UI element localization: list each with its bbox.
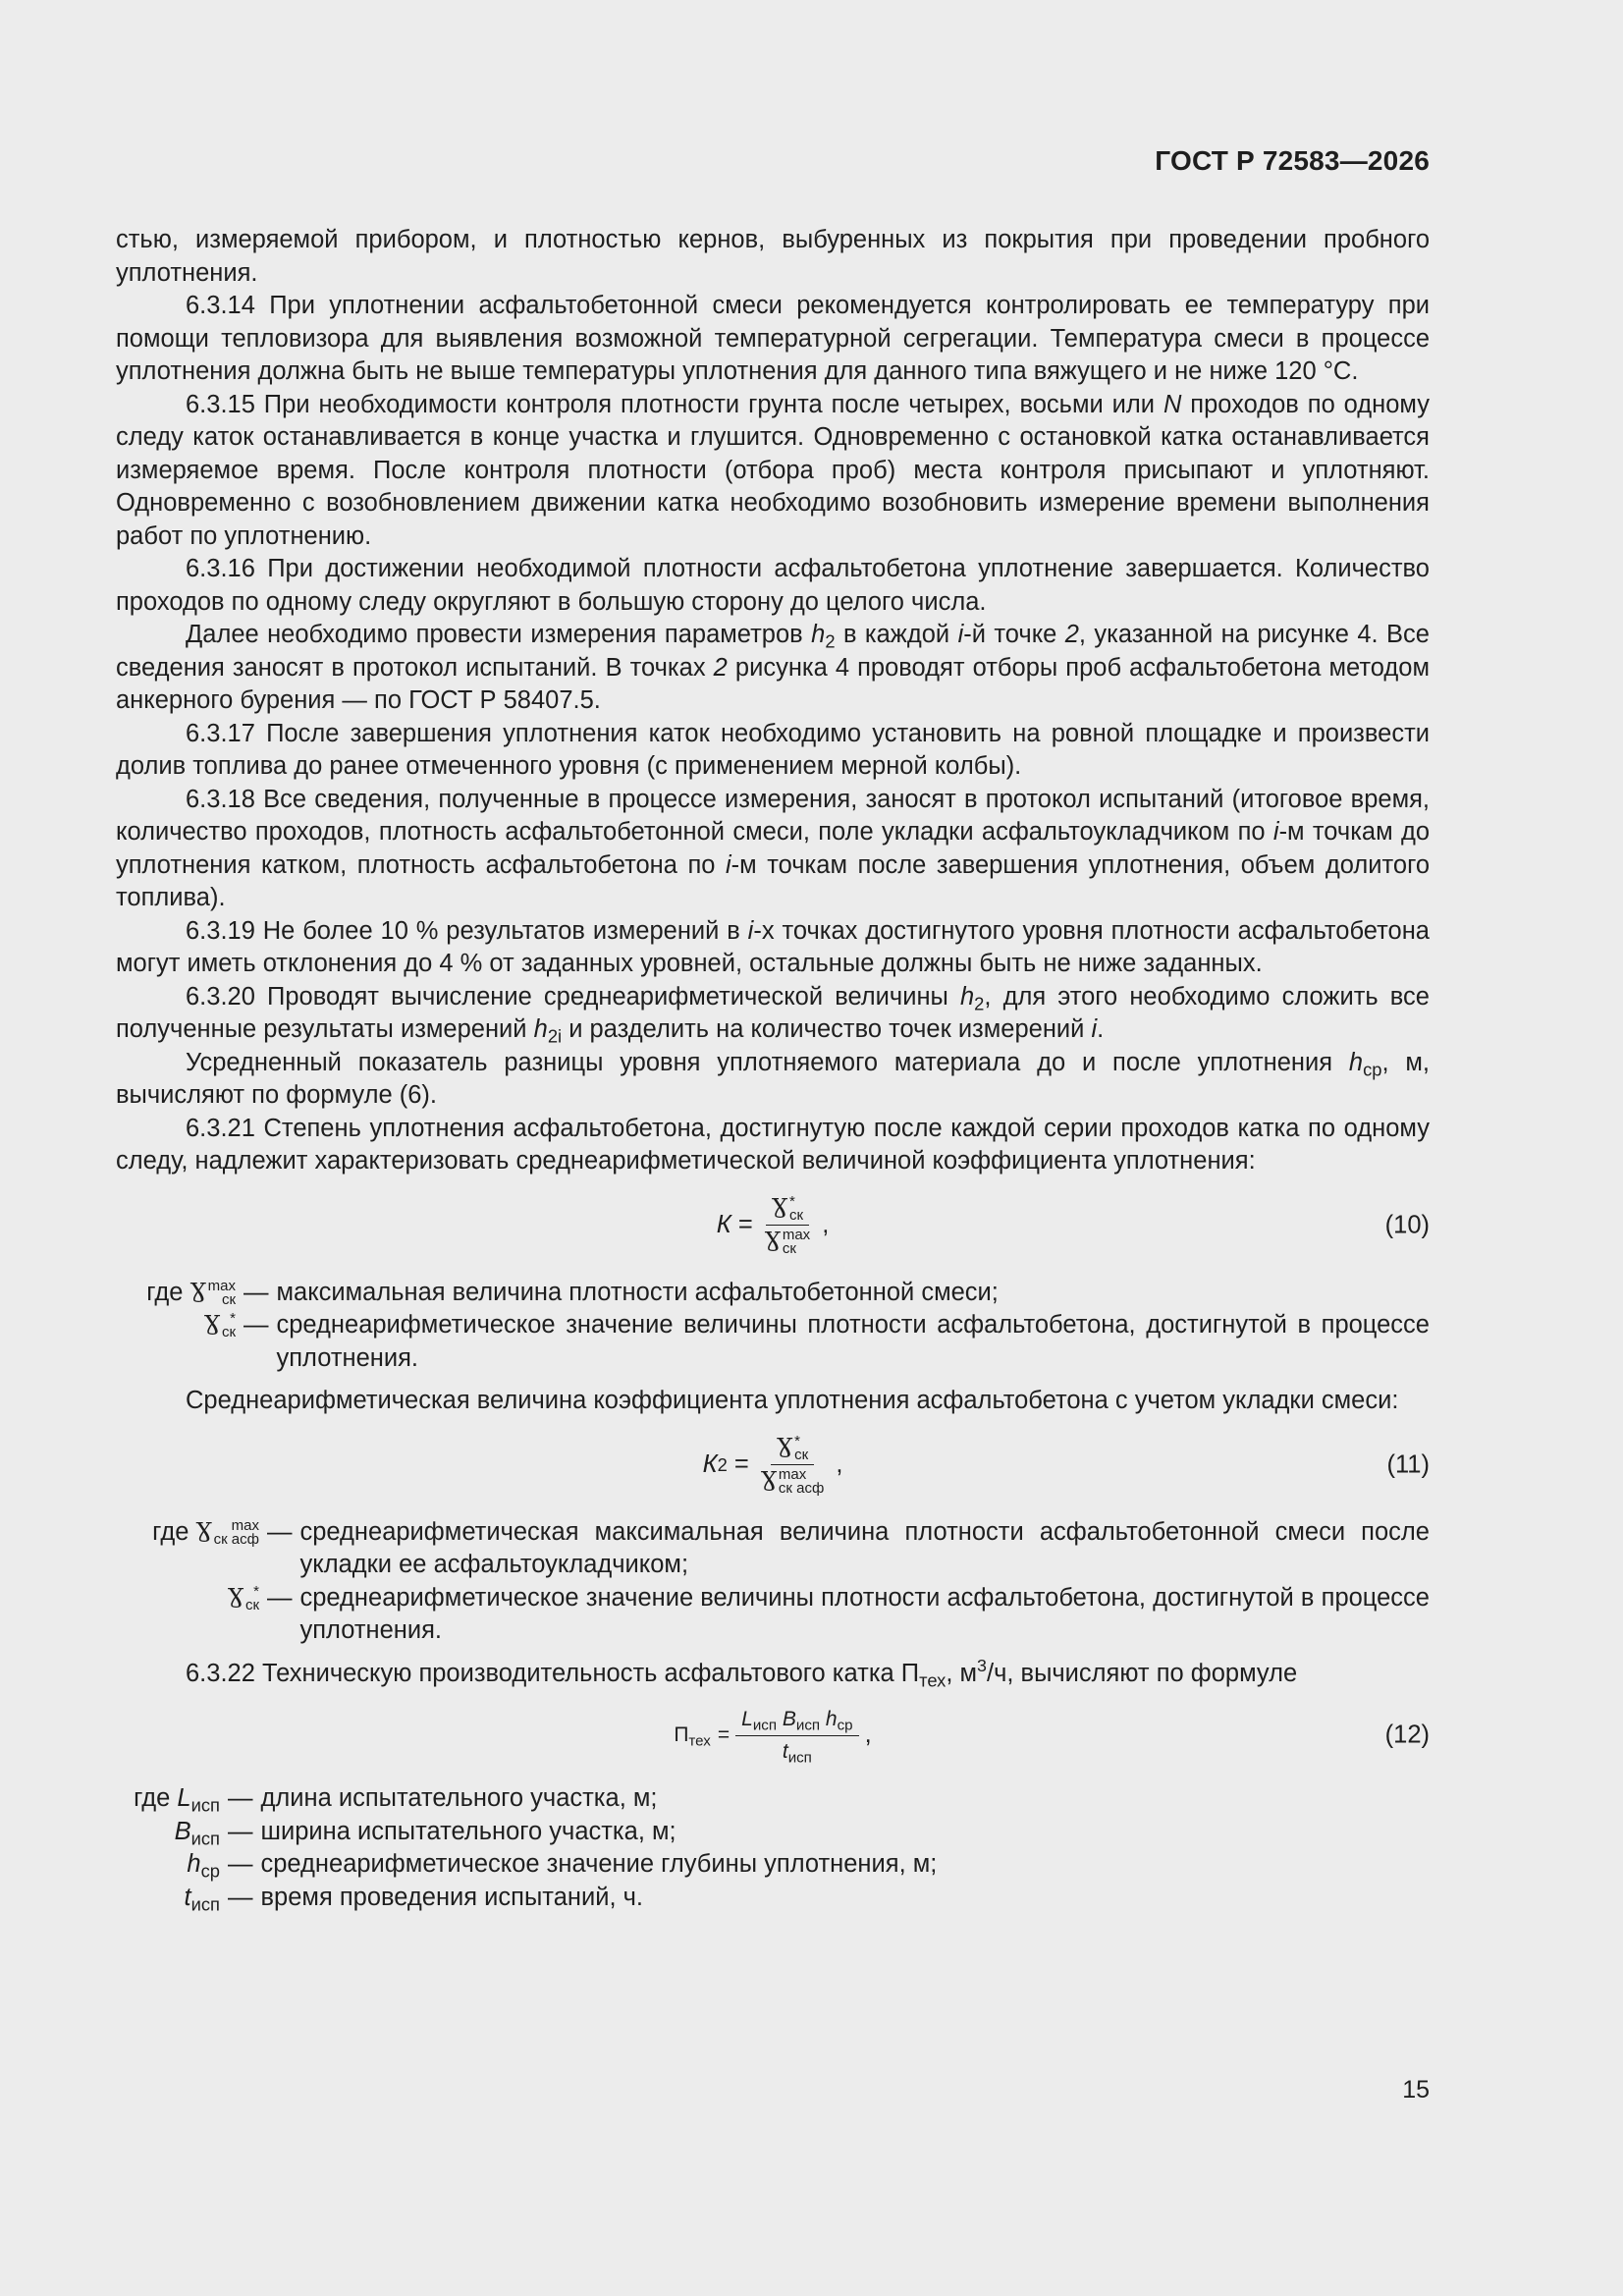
fraction: [755, 1434, 831, 1497]
superscript: max: [207, 1277, 236, 1294]
legend-description: ширина испытательного участка, м;: [260, 1817, 676, 1845]
subscript: ск: [221, 1290, 236, 1308]
paragraph-6-3-22: [116, 1655, 1430, 1691]
subscript: исп: [787, 1749, 812, 1767]
symbol-p: [674, 1719, 710, 1752]
text-run: , указанной на рисунке 4. Все сведения заносят в протокол испытаний. В точках: [116, 621, 1430, 682]
text-run: рисунка 4 проводят отборы проб асфальтобетона методом анкерного бурения — по ГОСТ Р 58407.5.: [116, 653, 1430, 714]
sup-sub-pair: [207, 1277, 236, 1308]
legend-where: где: [152, 1517, 189, 1546]
sup-sub-pair: [244, 1582, 259, 1613]
legend-dash: —: [228, 1883, 253, 1911]
text-run: , м: [946, 1659, 978, 1687]
equals-sign: =: [717, 1723, 730, 1747]
text-run: 6.3.15 При необходимости контроля плотности грунта после четырех, восьми или: [186, 390, 1163, 418]
fraction-denominator: [759, 1226, 816, 1256]
formula-number: (10): [1384, 1210, 1430, 1238]
legend-where: где: [146, 1278, 184, 1306]
paragraph-6-3-17: 6.3.17 После завершения уплотнения каток необходимо установить на ровной площадке и произвести долив топлива до ранее отмеченного уровня (с применением мерной колбы).: [116, 719, 1430, 780]
legend-row: [116, 1782, 1430, 1816]
formula-number: (12): [1384, 1721, 1430, 1749]
formula-number: (11): [1386, 1449, 1430, 1478]
legend-dash: —: [228, 1850, 253, 1878]
legend-symbol: [116, 1848, 220, 1882]
subscript: исп: [190, 1828, 220, 1848]
paragraph-k2-intro: Среднеарифметическая величина коэффициента уплотнения асфальтобетона с учетом укладки смеси:: [186, 1387, 1399, 1414]
legend-symbol: [116, 1582, 259, 1615]
formula-11: [116, 1420, 1430, 1510]
paragraph-6-3-18: [116, 784, 1430, 915]
superscript: *: [230, 1310, 236, 1328]
document-code-header: ГОСТ Р 72583—2026: [1155, 145, 1430, 176]
subscript: исп: [795, 1717, 821, 1734]
legend-symbol: [116, 1309, 236, 1342]
legend-row: [116, 1816, 1430, 1849]
symbol-i: i: [1091, 1015, 1098, 1043]
gamma-symbol: Ɣ: [195, 1517, 213, 1546]
legend-dash: —: [228, 1784, 253, 1812]
paragraph-6-3-16: 6.3.16 При достижении необходимой плотности асфальтобетона уплотнение завершается. Количество проходов по одному следу округляют в большую сторону до целого числа.: [116, 555, 1430, 616]
legend-symbol: [116, 1882, 220, 1915]
paragraph-measurements: [116, 619, 1430, 718]
paragraph-average: [116, 1047, 1430, 1113]
paragraph-6-3-20: [116, 981, 1430, 1047]
legend-description: максимальная величина плотности асфальтобетонной смеси;: [276, 1278, 999, 1306]
symbol-i: i: [747, 916, 754, 945]
symbol-n: N: [1163, 390, 1182, 418]
legend-where: где: [134, 1784, 171, 1812]
equals-sign: =: [733, 1449, 749, 1478]
gamma-symbol: Ɣ: [760, 1467, 778, 1495]
legend-row: [116, 1309, 1430, 1375]
subscript: ск: [221, 1324, 236, 1341]
subscript: [548, 1026, 562, 1047]
text-run: .: [1097, 1015, 1105, 1043]
paragraph-6-3-21: 6.3.21 Степень уплотнения асфальтобетона, достигнутую после каждой серии проходов катка по одному следу, надлежит характеризовать среднеарифметической величиной коэффициента уплотнения:: [116, 1114, 1430, 1175]
symbol-k: К: [716, 1210, 731, 1238]
text-run: проходов по одному следу каток останавливается в конце участка и глушится. Одновременно с остановкой катка останавливается измеряемое время. После контроля плотности (отбора проб) места контроля присыпают и уплотняют. Одновременно с возобновлением движении катка необходимо возобновить измерение времени выполнения работ по уплотнению.: [116, 390, 1430, 550]
paragraph-6-3-15: [116, 389, 1430, 554]
comma: ,: [822, 1210, 830, 1238]
text-run: 6.3.19 Не более 10 % результатов измерений в: [186, 916, 748, 945]
paragraph-continuation: стью, измеряемой прибором, и плотностью кернов, выбуренных из покрытия при проведении пробного уплотнения.: [116, 226, 1430, 287]
sup-sub-pair: [779, 1468, 824, 1496]
symbol-t: t: [782, 1739, 788, 1763]
formula-10: [116, 1180, 1430, 1271]
symbol-point: 2: [713, 653, 728, 682]
symbol-t: t: [184, 1883, 191, 1911]
subscript: ср: [1363, 1059, 1382, 1079]
text-run: , для этого необходимо сложить все полученные результаты измерений: [116, 982, 1430, 1043]
legend-description: среднеарифметическая максимальная величина плотности асфальтобетонной смеси после укладки ее асфальтоукладчиком;: [299, 1517, 1430, 1578]
sup-sub-pair: [794, 1435, 808, 1462]
body-text: [116, 224, 1430, 1924]
subscript: исп: [190, 1893, 220, 1914]
text-run: -х точках достигнутого уровня плотности асфальтобетона могут иметь отклонения до 4 % от заданных уровней, остальные должны быть не ниже заданных.: [116, 916, 1430, 977]
symbol-h: h: [533, 1015, 548, 1043]
page-number: 15: [1402, 2076, 1430, 2104]
superscript: max: [782, 1227, 811, 1244]
formula-12: [116, 1696, 1430, 1775]
legend-row: [116, 1516, 1430, 1582]
symbol-h: h: [825, 1707, 838, 1730]
superscript: max: [231, 1516, 259, 1534]
subscript: ск: [244, 1596, 259, 1613]
legend-symbol: [116, 1277, 236, 1310]
paragraph-6-3-14: 6.3.14 При уплотнении асфальтобетонной смеси рекомендуется контролировать ее температуру при помощи тепловизора для выявления возможной температурной сегрегации. Температура смеси в процессе уплотнения должна быть не выше температуры уплотнения для данного типа вяжущего и не ниже 120 °С.: [116, 292, 1430, 385]
equals-sign: =: [737, 1210, 753, 1238]
symbol-b: B: [782, 1707, 796, 1730]
legend-description: среднеарифметическое значение глубины уплотнения, м;: [260, 1850, 938, 1878]
legend-dash: —: [267, 1583, 293, 1612]
subscript: исп: [190, 1794, 220, 1816]
symbol-point: 2: [1064, 621, 1079, 648]
gamma-symbol: Ɣ: [203, 1311, 221, 1339]
fraction: [759, 1194, 816, 1257]
symbol-p-letter: П: [674, 1723, 689, 1747]
legend-description: длина испытательного участка, м;: [260, 1784, 658, 1812]
formula-body: К 2 = Ɣ * ск Ɣ max ск асф ,: [702, 1433, 843, 1498]
legend-symbol: [116, 1782, 220, 1816]
paragraph-6-3-19: [116, 915, 1430, 981]
gamma-symbol: Ɣ: [189, 1278, 207, 1306]
text-run: 6.3.20 Проводят вычисление среднеарифметической величины: [186, 982, 960, 1011]
symbol-l: L: [177, 1784, 191, 1812]
text-run: Далее необходимо провести измерения параметров: [186, 621, 812, 648]
legend-row: [116, 1582, 1430, 1648]
legend-row: [116, 1277, 1430, 1310]
sup-sub-pair: [789, 1195, 803, 1223]
sup-sub-pair: [783, 1229, 810, 1256]
symbol-i: i: [957, 621, 964, 648]
symbol-b: B: [174, 1817, 191, 1845]
gamma-symbol: Ɣ: [776, 1433, 794, 1461]
gamma-symbol: Ɣ: [771, 1193, 788, 1222]
subscript: тех: [919, 1669, 947, 1690]
text-run: -м точкам после завершения уплотнения, объем долитого топлива).: [116, 850, 1430, 911]
subscript: исп: [752, 1717, 778, 1734]
text-run: -й точке: [963, 621, 1065, 648]
formula-body: [116, 1180, 1430, 1271]
subscript: ср: [837, 1717, 853, 1734]
legend-row: [116, 1848, 1430, 1882]
text-run: в каждой: [835, 621, 958, 648]
fraction-denominator: [777, 1736, 818, 1766]
subscript: ск: [794, 1447, 809, 1463]
subscript: ск асф: [778, 1480, 825, 1498]
superscript: 3: [977, 1655, 987, 1675]
symbol-h: h: [1348, 1048, 1364, 1076]
fraction-numerator: [766, 1194, 809, 1226]
text-run: и разделить на количество точек измерений: [562, 1015, 1092, 1043]
formula-12-legend: [116, 1782, 1430, 1914]
symbol-i: i: [726, 850, 731, 879]
formula-10-legend: [116, 1277, 1430, 1376]
legend-dash: —: [243, 1278, 269, 1306]
subscript: ск: [782, 1240, 796, 1258]
superscript: *: [788, 1193, 795, 1210]
fraction: [735, 1706, 858, 1766]
fraction-denominator: [755, 1465, 831, 1496]
superscript: max: [778, 1466, 807, 1484]
legend-description: среднеарифметическое значение величины плотности асфальтобетона, достигнутой в процессе уплотнения.: [299, 1583, 1430, 1644]
symbol-k: К: [702, 1449, 718, 1478]
legend-dash: —: [243, 1311, 269, 1339]
text-run: -м точкам до уплотнения катком, плотность асфальтобетона по: [116, 818, 1431, 879]
subscript: 2: [825, 630, 836, 652]
formula-body: [116, 1696, 1430, 1775]
fraction-numerator: [735, 1706, 858, 1736]
text-run: /ч, вычисляют по формуле: [986, 1659, 1298, 1687]
subscript: ск асф: [213, 1530, 259, 1548]
symbol-h: h: [959, 982, 975, 1011]
fraction-numerator: [771, 1434, 814, 1465]
legend-dash: —: [228, 1817, 253, 1845]
legend-description: время проведения испытаний, ч.: [260, 1883, 643, 1911]
symbol-l: L: [741, 1707, 753, 1730]
gamma-symbol: Ɣ: [764, 1228, 782, 1255]
text-run: 6.3.18 Все сведения, полученные в процессе измерения, заносят в протокол испытаний (итоговое время, количество проходов, плотность асфальтобетонной смеси, поле укладки асфальтоукладчиком по: [116, 785, 1430, 846]
subscript: 2: [974, 993, 985, 1013]
legend-symbol: [116, 1816, 220, 1849]
gamma-symbol: Ɣ: [227, 1583, 244, 1612]
sup-sub-pair: [213, 1516, 259, 1548]
comma: ,: [864, 1721, 872, 1749]
legend-row: [116, 1882, 1430, 1915]
legend-description: среднеарифметическое значение величины плотности асфальтобетона, достигнутой в процессе уплотнения.: [276, 1311, 1430, 1372]
superscript: *: [794, 1433, 800, 1449]
symbol-i: i: [1272, 818, 1279, 846]
symbol-h: h: [187, 1850, 201, 1878]
text-run: Усредненный показатель разницы уровня уплотняемого материала до и после уплотнения: [186, 1048, 1349, 1076]
comma: ,: [836, 1449, 843, 1478]
sup-sub-pair: [222, 1312, 236, 1339]
symbol-h: h: [811, 621, 826, 648]
text-run: , м, вычисляют по формуле (6).: [116, 1048, 1430, 1109]
subscript-text: 2i: [547, 1025, 563, 1047]
legend-dash: —: [267, 1517, 293, 1546]
subscript: ср: [200, 1860, 220, 1882]
legend-symbol: [116, 1516, 259, 1550]
subscript: тех: [688, 1732, 711, 1750]
subscript: ск: [788, 1207, 804, 1224]
superscript: *: [253, 1582, 259, 1600]
text-run: 6.3.22 Техническую производительность асфальтового катка П: [186, 1659, 920, 1687]
formula-11-legend: [116, 1516, 1430, 1648]
